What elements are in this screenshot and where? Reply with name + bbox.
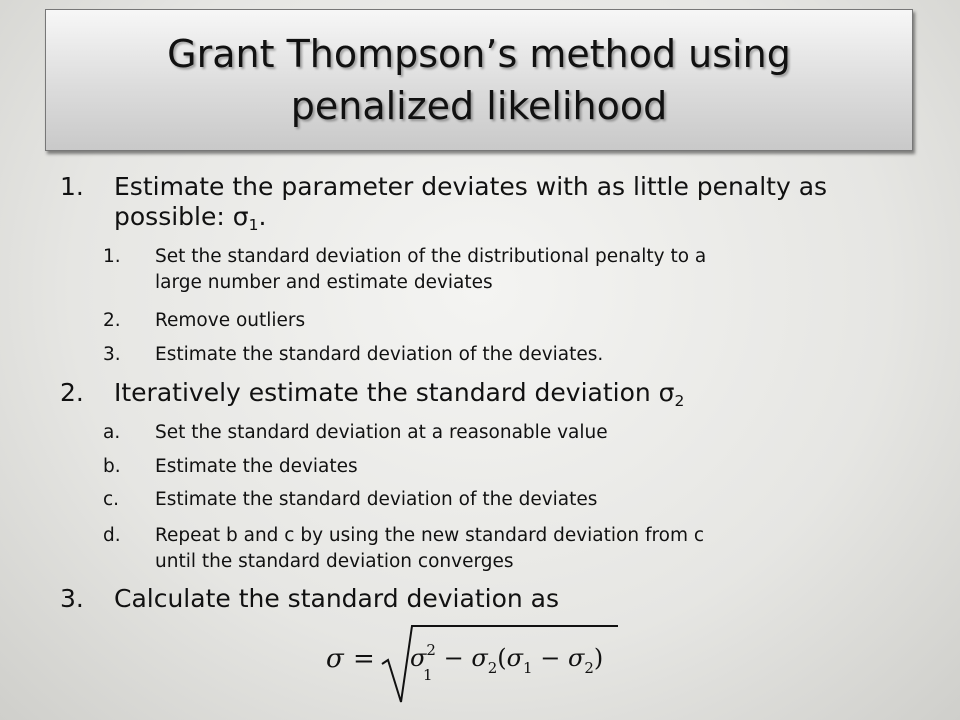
step-text: Estimate the parameter deviates with as little penalty as bbox=[114, 172, 828, 201]
step-text: Iteratively estimate the standard deviation $\sigma_2$ bbox=[114, 378, 685, 410]
substep-text: Estimate the standard deviation of the deviates. bbox=[155, 344, 604, 365]
substep-text: Set the standard deviation at a reasonable value bbox=[155, 422, 608, 443]
substep-marker: d. bbox=[103, 525, 121, 546]
substep-text: large number and estimate deviates bbox=[155, 272, 493, 293]
substep-text: Repeat b and c by using the new standard deviation from c bbox=[155, 525, 705, 546]
step-text: Calculate the standard deviation as bbox=[114, 584, 560, 613]
step-number: 2. bbox=[60, 378, 84, 407]
substep-marker: 1. bbox=[103, 246, 121, 267]
step-text-cont: possible: $\sigma_1$. bbox=[114, 202, 267, 234]
substep-marker: c. bbox=[103, 489, 120, 510]
substep-text: Set the standard deviation of the distributional penalty to a bbox=[155, 246, 707, 267]
formula-subscript: 1 bbox=[423, 666, 433, 684]
formula-lhs: σ bbox=[326, 644, 344, 674]
substep-marker: a. bbox=[103, 422, 121, 443]
substep-text: Estimate the standard deviation of the deviates bbox=[155, 489, 598, 510]
substep-marker: b. bbox=[103, 456, 121, 477]
step-number: 3. bbox=[60, 584, 84, 613]
formula-equals: = bbox=[353, 644, 375, 674]
substep-text: until the standard deviation converges bbox=[155, 551, 514, 572]
substep-text: Remove outliers bbox=[155, 310, 306, 331]
slide-title: Grant Thompson’s method using penalized likelihood bbox=[167, 32, 791, 128]
formula-rhs: $\sigma^2 - \sigma_2(\sigma_1 - \sigma_2)$ bbox=[410, 641, 604, 677]
substep-marker: 3. bbox=[103, 344, 121, 365]
step-number: 1. bbox=[60, 172, 84, 201]
std-dev-formula bbox=[326, 622, 626, 712]
substep-text: Estimate the deviates bbox=[155, 456, 358, 477]
substep-marker: 2. bbox=[103, 310, 121, 331]
